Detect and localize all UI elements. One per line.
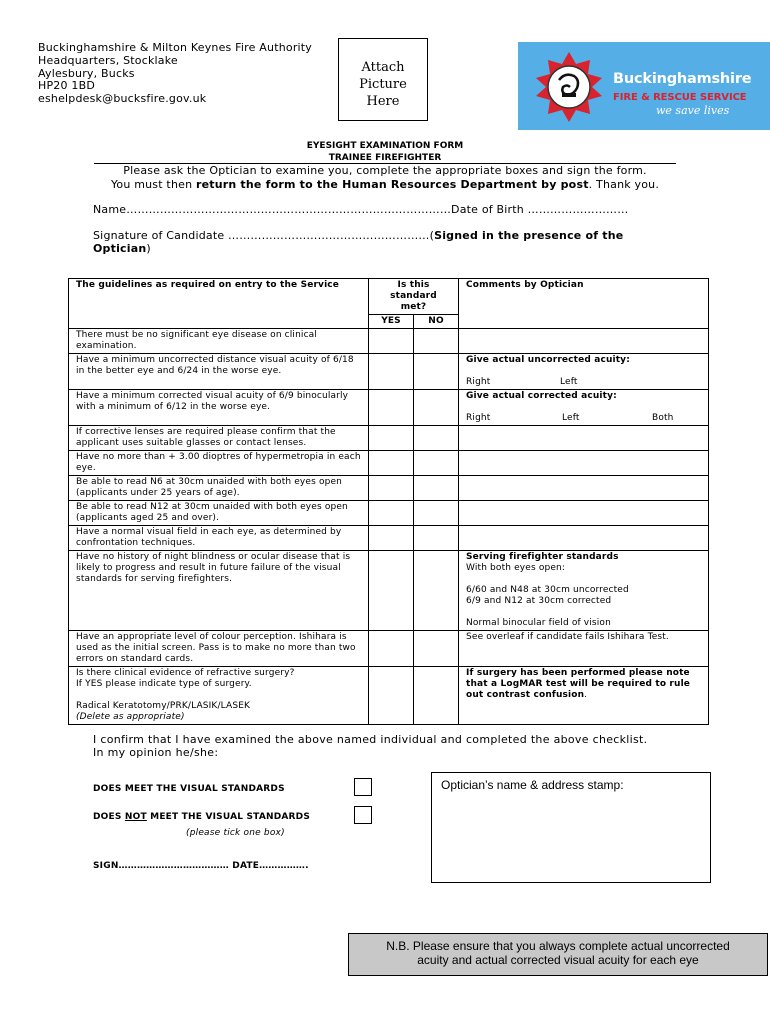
tick-hint: (please tick one box) [186,828,285,838]
not-meet-text: MEET THE VISUAL STANDARDS [146,812,311,822]
confirmation-statement [93,733,647,759]
yes-cell[interactable] [369,476,414,501]
both-eyes-label: Both [652,413,674,423]
table-row [69,476,709,501]
guideline-cell: Have no more than + 3.00 dioptres of hypermetropia in each eye. [69,451,369,476]
comment-text: . [584,690,588,700]
left-eye-label: Left [562,413,580,423]
header-yes: YES [369,315,414,329]
table-row [69,329,709,354]
table-row [69,667,709,725]
yes-cell[interactable] [369,631,414,667]
no-cell[interactable] [414,667,459,725]
guideline-cell: There must be no significant eye disease on clinical examination. [69,329,369,354]
table-row [69,390,709,426]
right-eye-label: Right [466,413,491,423]
address-line: Buckinghamshire & Milton Keynes Fire Authority [38,41,313,54]
guideline-cell: Have a minimum uncorrected distance visual acuity of 6/18 in the better eye and 6/24 in the worse eye. [69,354,369,390]
email-address: eshelpdesk@bucksfire.gov.uk [38,92,207,106]
no-cell[interactable] [414,354,459,390]
no-cell[interactable] [414,426,459,451]
comment-cell[interactable] [459,667,709,725]
no-cell[interactable] [414,329,459,354]
not-meets-standards-checkbox[interactable] [354,806,372,824]
yes-cell[interactable] [369,667,414,725]
yes-cell[interactable] [369,426,414,451]
comment-text: With both eyes open: [466,563,566,573]
photo-box-text: Attach [361,60,405,75]
header-standard-met: Is this standard met? [369,279,459,315]
table-row [69,526,709,551]
form-subtitle: TRAINEE FIREFIGHTER [328,153,442,163]
guideline-cell: Have a minimum corrected visual acuity of 6/9 binocularly with a minimum of 6/12 in the worse eye. [69,390,369,426]
comment-cell[interactable] [459,426,709,451]
instruction-emphasis: return the form to the Human Resources Department by post [195,178,589,191]
comment-cell[interactable] [459,501,709,526]
instruction-text: You must then [110,178,196,191]
instruction-line [0,178,770,192]
guideline-cell: Have a normal visual field in each eye, as determined by confrontation techniques. [69,526,369,551]
guideline-text: If YES please indicate type of surgery. [76,679,252,689]
signature-close: ) [146,242,151,255]
logo-name: Buckinghamshire [613,71,752,87]
comment-title: Give actual uncorrected acuity: [466,355,630,365]
meets-standards-checkbox[interactable] [354,778,372,796]
optician-stamp-box[interactable] [431,772,711,883]
instruction-text: . Thank you. [588,178,660,191]
comment-cell[interactable] [459,329,709,354]
comment-cell[interactable] [459,551,709,631]
meets-standards-label: DOES MEET THE VISUAL STANDARDS [93,784,285,794]
guideline-cell: Be able to read N12 at 30cm unaided with both eyes open (applicants aged 25 and over). [69,501,369,526]
confirmation-line: In my opinion he/she: [93,746,219,759]
comment-text: Normal binocular field of vision [466,618,611,628]
comment-cell[interactable] [459,476,709,501]
comment-text: 6/60 and N48 at 30cm uncorrected [466,585,629,595]
address-line: HP20 1BD [38,79,96,93]
instructions [0,164,770,192]
no-cell[interactable] [414,631,459,667]
yes-cell[interactable] [369,551,414,631]
header-no: NO [414,315,459,329]
note-box [348,933,768,976]
guideline-cell: Have an appropriate level of colour perception. Ishihara is used as the initial screen. Pass is to make no more than two errors on standard cards. [69,631,369,667]
table-row [69,631,709,667]
yes-cell[interactable] [369,451,414,476]
confirmation-line: I confirm that I have examined the above named individual and completed the above checklist. [93,733,648,746]
logo-tagline: we save lives [656,104,730,117]
photo-box-text: Picture [359,77,407,92]
no-cell[interactable] [414,476,459,501]
comment-cell[interactable] [459,354,709,390]
address-line: Aylesbury, Bucks [38,66,135,80]
authority-address [38,42,312,106]
eyesight-checklist-table [68,278,709,725]
no-cell[interactable] [414,551,459,631]
table-row [69,551,709,631]
table-row [69,451,709,476]
photo-box-text: Here [366,94,400,109]
signature-note: Signed in the presence of the Optician [93,229,624,255]
guideline-text: Radical Keratotomy/PRK/LASIK/LASEK [76,701,251,711]
comment-title: Give actual corrected acuity: [466,391,617,401]
note-line: acuity and actual corrected visual acuity for each eye [417,953,699,967]
comment-cell[interactable] [459,451,709,476]
form-title [0,140,770,164]
guideline-cell: Have no history of night blindness or ocular disease that is likely to progress and result in future failure of the visual standards for serving firefighters. [69,551,369,631]
yes-cell[interactable] [369,390,414,426]
yes-cell[interactable] [369,526,414,551]
fire-badge-icon [532,50,606,124]
table-row [69,501,709,526]
guideline-note: (Delete as appropriate) [76,712,185,722]
guideline-text: Is there clinical evidence of refractive surgery? [76,668,295,678]
table-row [69,354,709,390]
comment-cell[interactable] [459,526,709,551]
yes-cell[interactable] [369,329,414,354]
stamp-label: Optician’s name & address stamp: [441,778,624,792]
comment-text: 6/9 and N12 at 30cm corrected [466,596,612,606]
yes-cell[interactable] [369,354,414,390]
note-line: N.B. Please ensure that you always complete actual uncorrected [386,939,730,953]
logo-service: FIRE & RESCUE SERVICE [613,92,747,103]
no-cell[interactable] [414,390,459,426]
right-eye-label: Right [466,377,491,387]
no-cell[interactable] [414,501,459,526]
not-word: NOT [124,812,147,822]
sign-date-field[interactable]: SIGN……………………………… DATE……………. [93,861,309,871]
name-dob-field[interactable]: Name……………………………………………………………………………Date of Birth ……………………… [93,203,629,216]
guideline-cell [69,667,369,725]
fire-service-logo [518,42,770,130]
comment-cell[interactable]: See overleaf if candidate fails Ishihara Test. [459,631,709,667]
form-title-main: EYESIGHT EXAMINATION FORM [306,141,464,151]
not-meets-standards-label [93,812,310,822]
comment-warning: If surgery has been performed please note that a LogMAR test will be required to rule out contrast confusion [466,668,691,700]
header-guidelines: The guidelines as required on entry to the Service [69,279,369,329]
guideline-cell: Be able to read N6 at 30cm unaided with both eyes open (applicants under 25 years of age). [69,476,369,501]
left-eye-label: Left [560,377,578,387]
not-meet-text: DOES [93,812,125,822]
comment-title: Serving firefighter standards [466,552,619,562]
no-cell[interactable] [414,451,459,476]
guideline-cell: If corrective lenses are required please confirm that the applicant uses suitable glasses or contact lenses. [69,426,369,451]
signature-label: Signature of Candidate ………………………………………………( [93,229,435,242]
photo-box[interactable] [338,38,428,121]
table-row [69,426,709,451]
yes-cell[interactable] [369,501,414,526]
no-cell[interactable] [414,526,459,551]
address-line: Headquarters, Stocklake [38,53,178,67]
candidate-signature-field[interactable] [93,229,673,255]
comment-cell[interactable] [459,390,709,426]
header-comments: Comments by Optician [459,279,709,329]
instruction-line: Please ask the Optician to examine you, complete the appropriate boxes and sign the form. [123,164,647,177]
